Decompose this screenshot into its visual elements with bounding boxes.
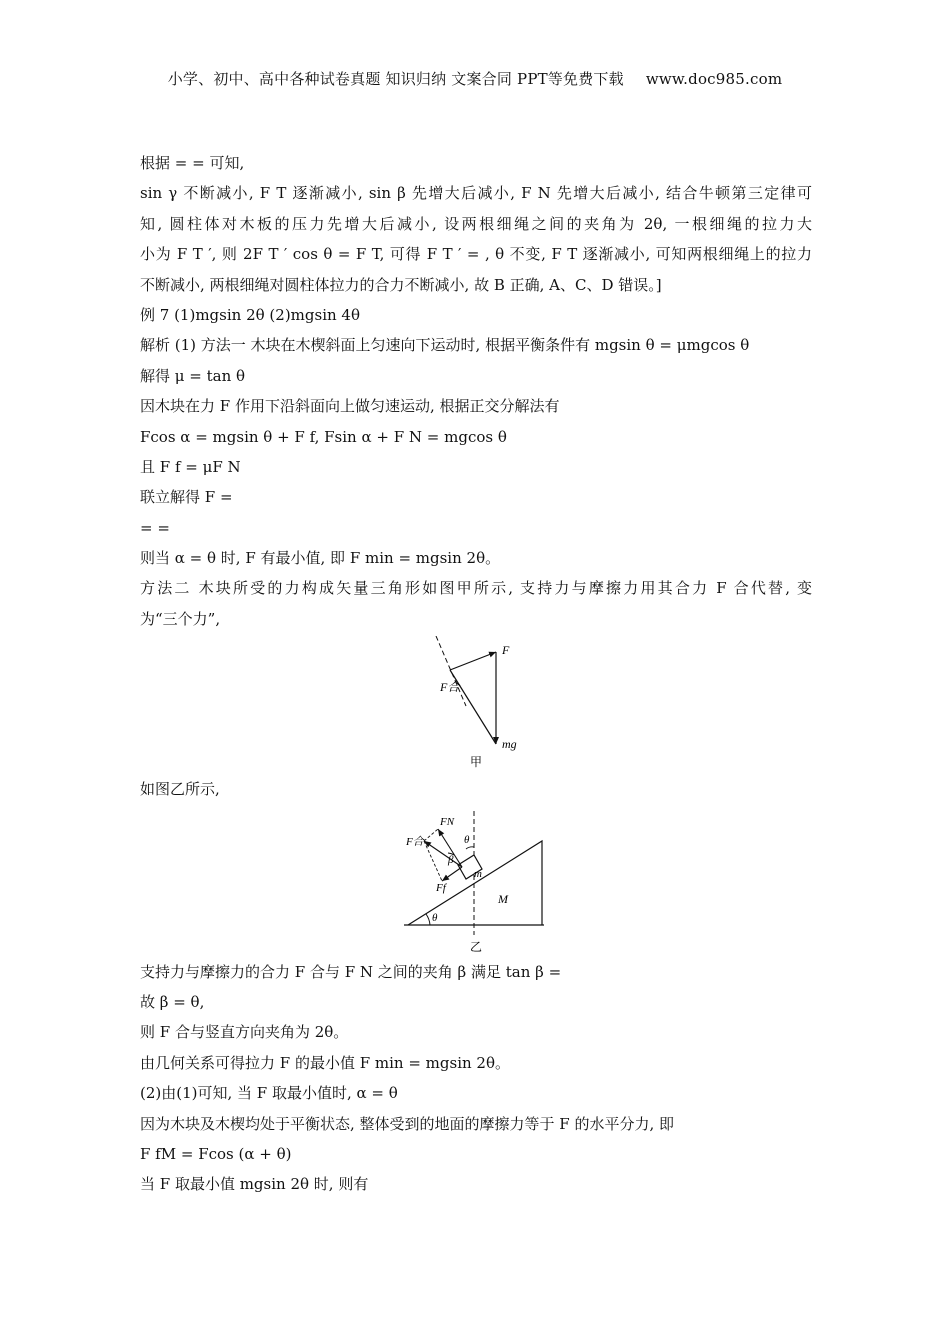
f-vector: [450, 652, 496, 670]
header-url: www.doc985.com: [645, 70, 783, 88]
text-line: 为“三个力”,: [140, 609, 221, 628]
equation-line: Fcos α = mgsin θ + F f, Fsin α + F N = mgcos θ: [140, 427, 507, 446]
text-line: 解析 (1) 方法一 木块在木楔斜面上匀速向下运动时, 根据平衡条件有 mgsin θ = μmgcos θ: [140, 336, 750, 355]
text-line: 不断减小, 两根细绳对圆柱体拉力的合力不断减小, 故 B 正确, A、C、D 错误。]: [140, 275, 662, 294]
page-header: [0, 68, 950, 89]
label-mg: mg: [502, 737, 517, 752]
label-f: F: [502, 643, 510, 658]
label-fn: FN: [440, 815, 455, 828]
label-theta-top: θ: [464, 833, 470, 846]
text-line: 因为木块及木楔均处于平衡状态, 整体受到的地面的摩擦力等于 F 的水平分力, 即: [140, 1114, 675, 1133]
label-big-m: M: [498, 891, 508, 906]
text-line: 解得 μ = tan θ: [140, 366, 246, 385]
ff-vector: [442, 867, 462, 881]
text-line: 故 β = θ,: [140, 993, 205, 1012]
equation-line: F fM = Fcos (α + θ): [140, 1144, 292, 1163]
text-line: 则 F 合与竖直方向夹角为 2θ。: [140, 1023, 349, 1042]
label-m: m: [474, 867, 482, 880]
label-ff: Ff: [436, 881, 446, 894]
text-line: sin γ 不断减小, F T 逐渐减小, sin β 先增大后减小, F N 先增大后减小, 结合牛顿第三定律可: [140, 184, 812, 203]
figure-caption: 乙: [470, 939, 483, 954]
figure-vector-triangle: [140, 636, 812, 774]
text-line: (2)由(1)可知, 当 F 取最小值时, α = θ: [140, 1084, 398, 1103]
text-line: 当 F 取最小值 mgsin 2θ 时, 则有: [140, 1175, 369, 1194]
equation-line: 联立解得 F =: [140, 488, 233, 507]
equation-line: 且 F f = μF N: [140, 457, 241, 476]
label-fhe: F合: [440, 680, 460, 695]
fhe-vector: [424, 841, 462, 867]
text-line: 如图乙所示,: [140, 780, 220, 799]
label-fhe: F合: [406, 835, 424, 848]
text-line: 根据 = = 可知,: [140, 154, 245, 172]
text-line: 知, 圆柱体对木板的压力先增大后减小, 设两根细绳之间的夹角为 2θ, 一根细绳的拉力大: [140, 214, 812, 233]
text-line: 小为 F T ′, 则 2F T ′ cos θ = F T, 可得 F T ′ = , θ 不变, F T 逐渐减小, 可知两根细绳上的拉力: [140, 245, 812, 264]
text-line: 方法二 木块所受的力构成矢量三角形如图甲所示, 支持力与摩擦力用其合力 F 合代替, 变: [140, 579, 812, 598]
figure-incline: [140, 811, 812, 957]
example-heading: 例 7 (1)mgsin 2θ (2)mgsin 4θ: [140, 305, 360, 324]
text-line: 因木块在力 F 作用下沿斜面向上做匀速运动, 根据正交分解法有: [140, 397, 560, 416]
label-theta-base: θ: [432, 911, 438, 924]
figure-caption: 甲: [470, 755, 483, 770]
equation-line: = =: [140, 518, 170, 537]
text-line: 由几何关系可得拉力 F 的最小值 F min = mgsin 2θ。: [140, 1053, 510, 1072]
text-line: 则当 α = θ 时, F 有最小值, 即 F min = mgsin 2θ。: [140, 549, 501, 568]
header-title: 小学、初中、高中各种试卷真题 知识归纳 文案合同 PPT等免费下载: [167, 70, 624, 88]
label-beta: β: [448, 853, 454, 866]
text-line: 支持力与摩擦力的合力 F 合与 F N 之间的夹角 β 满足 tan β =: [140, 962, 562, 981]
wedge-outline: [408, 841, 542, 925]
document-body: [140, 148, 812, 1200]
